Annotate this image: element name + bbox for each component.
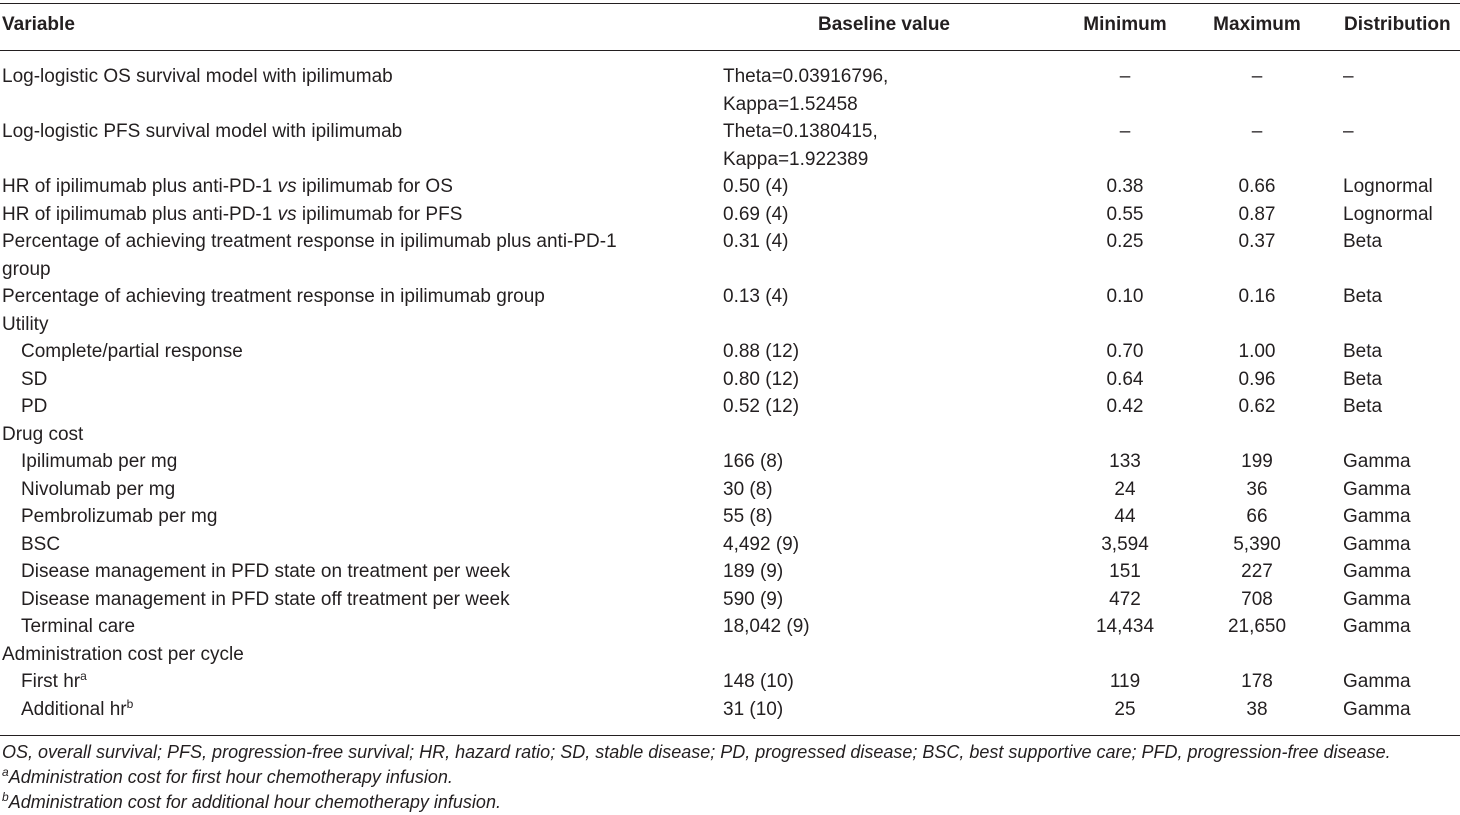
row-minimum: 119 [1109, 671, 1141, 692]
row-distribution: Beta [1343, 286, 1383, 307]
row-baseline: 0.80 (12) [723, 368, 800, 390]
row-minimum: 24 [1114, 478, 1136, 500]
row-maximum: 0.62 [1238, 396, 1276, 417]
row-minimum: 133 [1109, 451, 1141, 472]
header-minimum: Minimum [1083, 14, 1167, 35]
row-maximum: – [1251, 66, 1263, 87]
row-label: BSC [21, 533, 61, 555]
row-maximum: 0.16 [1238, 286, 1276, 307]
table-row [0, 586, 1460, 614]
row-minimum: 0.55 [1106, 203, 1144, 225]
table-top-rule [0, 3, 1460, 4]
row-label: Percentage of achieving treatment response in ipilimumab plus anti-PD-1 group [2, 231, 617, 280]
table-header-rule [0, 50, 1460, 51]
row-minimum: 3,594 [1101, 533, 1149, 555]
row-label: Percentage of achieving treatment response in ipilimumab group [2, 286, 545, 307]
row-maximum: 178 [1241, 671, 1273, 692]
row-maximum: – [1251, 121, 1263, 142]
row-distribution: Beta [1343, 341, 1383, 362]
table-row [0, 668, 1460, 696]
table-row [0, 613, 1460, 641]
row-distribution: Lognormal [1343, 203, 1433, 225]
row-maximum: 199 [1241, 451, 1273, 472]
row-baseline: 4,492 (9) [723, 533, 800, 555]
row-baseline: 148 (10) [723, 671, 794, 692]
row-distribution: Beta [1343, 231, 1383, 252]
header-variable: Variable [2, 14, 75, 35]
table-row [0, 558, 1460, 586]
table-section-row [0, 641, 1460, 669]
table-section-row [0, 421, 1460, 449]
footnote-b: $^b$Administration cost for additional hour chemotherapy infusion. [2, 790, 501, 812]
row-maximum: 5,390 [1233, 533, 1281, 555]
section-label-drug-cost: Drug cost [2, 423, 84, 445]
row-minimum: 0.38 [1106, 176, 1144, 197]
table-row [0, 448, 1460, 476]
row-maximum: 38 [1246, 698, 1268, 720]
row-maximum: 0.96 [1238, 368, 1276, 390]
row-minimum: 151 [1109, 561, 1141, 582]
footnote-a: $^a$Administration cost for first hour chemotherapy infusion. [2, 765, 453, 787]
row-minimum: 472 [1109, 588, 1141, 610]
row-baseline: Theta=0.03916796, Kappa=1.52458 [723, 66, 889, 115]
row-label: Terminal care [21, 616, 136, 637]
header-distribution: Distribution [1344, 14, 1451, 35]
table-row [0, 283, 1460, 311]
row-baseline: Theta=0.1380415, Kappa=1.922389 [723, 121, 878, 170]
row-minimum: 25 [1114, 698, 1136, 720]
row-label: Disease management in PFD state off treatment per week [21, 588, 510, 610]
row-minimum: 14,434 [1095, 616, 1155, 637]
row-maximum: 708 [1241, 588, 1273, 610]
footnote-marker: b [126, 696, 134, 711]
row-label-visible: Log-logistic PFS survival model with ipilimumab [2, 121, 403, 142]
row-label-visible: Log-logistic OS survival model with ipilimumab [2, 66, 393, 87]
row-distribution: Lognormal [1343, 176, 1433, 197]
row-baseline: 0.31 (4) [723, 231, 789, 252]
row-distribution: Beta [1343, 368, 1383, 390]
row-distribution: Gamma [1343, 671, 1411, 692]
table-row [0, 338, 1460, 366]
row-maximum: 0.37 [1238, 231, 1276, 252]
table-row [0, 696, 1460, 724]
row-baseline: 31 (10) [723, 698, 784, 720]
row-maximum: 66 [1246, 506, 1268, 527]
row-baseline: 55 (8) [723, 506, 773, 527]
table-footnotes [2, 740, 1452, 815]
row-label: HR of ipilimumab plus anti-PD-1 vs ipilimumab for PFS [2, 203, 463, 225]
row-label: PD [21, 396, 48, 417]
table-row [0, 173, 1460, 201]
row-distribution: Gamma [1343, 616, 1411, 637]
table-row [0, 531, 1460, 559]
row-baseline: 590 (9) [723, 588, 784, 610]
row-distribution: Gamma [1343, 451, 1411, 472]
table-body [0, 63, 1460, 723]
row-distribution: Gamma [1343, 561, 1411, 582]
row-label: SD [21, 368, 48, 390]
footnote-marker: a [80, 669, 87, 683]
table-row [0, 393, 1460, 421]
row-distribution: Gamma [1343, 506, 1411, 527]
header-baseline: Baseline value [817, 14, 951, 35]
row-label: Additional $hr^b$ [21, 696, 134, 720]
row-baseline: 0.50 (4) [723, 176, 789, 197]
row-minimum: 0.64 [1106, 368, 1144, 390]
row-baseline: 0.52 (12) [723, 396, 800, 417]
row-maximum: 0.87 [1238, 203, 1276, 225]
section-label-utility: Utility [2, 313, 49, 335]
row-minimum: – [1119, 66, 1131, 87]
table-row [0, 476, 1460, 504]
table-row [0, 63, 1460, 118]
row-label: Complete/partial response [21, 341, 243, 362]
row-maximum: 227 [1241, 561, 1273, 582]
row-baseline: 166 (8) [723, 451, 784, 472]
row-minimum: 0.42 [1106, 396, 1144, 417]
row-maximum: 0.66 [1238, 176, 1276, 197]
row-label: HR of ipilimumab plus anti-PD-1 vs ipilimumab for OS [2, 176, 453, 197]
row-distribution: Gamma [1343, 698, 1411, 720]
row-baseline: 0.88 (12) [723, 341, 800, 362]
row-maximum: 36 [1246, 478, 1268, 500]
header-maximum: Maximum [1213, 14, 1301, 35]
row-label: Pembrolizumab per mg [21, 506, 218, 527]
row-minimum: – [1119, 121, 1131, 142]
row-distribution: Gamma [1343, 588, 1411, 610]
row-label: Nivolumab per mg [21, 478, 176, 500]
row-distribution: Beta [1343, 396, 1383, 417]
table-row [0, 503, 1460, 531]
row-baseline: 189 (9) [723, 561, 784, 582]
table-section-row [0, 311, 1460, 339]
row-baseline: 18,042 (9) [723, 616, 810, 637]
row-distribution: – [1343, 66, 1354, 87]
row-label: Disease management in PFD state on treatment per week [21, 561, 510, 582]
table-row [0, 228, 1460, 283]
table-bottom-rule [0, 735, 1460, 736]
row-label: First $hr^a$ [21, 669, 87, 692]
row-minimum: 0.10 [1106, 286, 1144, 307]
table-row [0, 118, 1460, 173]
row-distribution: Gamma [1343, 533, 1411, 555]
row-label: Ipilimumab per mg [21, 451, 178, 472]
row-distribution: – [1343, 121, 1354, 142]
row-baseline: 0.13 (4) [723, 286, 789, 307]
row-distribution: Gamma [1343, 478, 1411, 500]
row-baseline: 0.69 (4) [723, 203, 789, 225]
section-label-administration: Administration cost per cycle [2, 643, 244, 665]
table-row [0, 366, 1460, 394]
row-baseline: 30 (8) [723, 478, 773, 500]
abbreviation-note: OS, overall survival; PFS, progression-free survival; HR, hazard ratio; SD, stable disease; PD, progressed disease; BSC, best supportive care; PFD, progression-free disease. [2, 742, 1391, 762]
row-minimum: 44 [1114, 506, 1136, 527]
row-minimum: 0.25 [1106, 231, 1144, 252]
row-maximum: 21,650 [1227, 616, 1287, 637]
table-row [0, 201, 1460, 229]
row-minimum: 0.70 [1106, 341, 1144, 362]
row-maximum: 1.00 [1238, 341, 1276, 362]
